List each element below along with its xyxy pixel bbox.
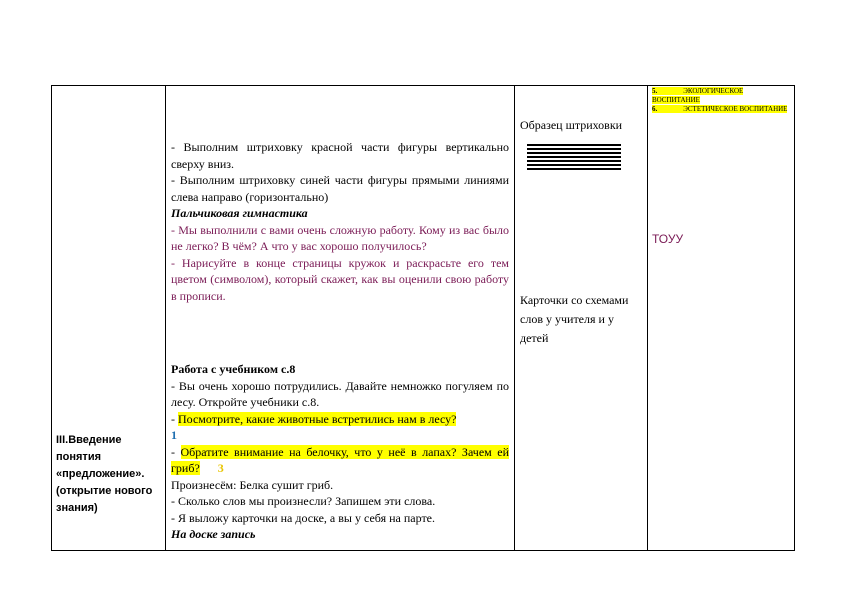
value-item: 5. ЭКОЛОГИЧЕСКОЕ ВОСПИТАНИЕ: [652, 87, 744, 104]
sentence-line: Произнесём: Белка сушит гриб.: [171, 477, 334, 492]
shading-section: [171, 139, 509, 304]
hatch-line: [527, 152, 621, 154]
hatch-line: [527, 144, 621, 146]
resources-column: [515, 86, 648, 550]
hatch-line: [527, 156, 621, 158]
hatch-line: [527, 164, 621, 166]
hatch-line: [527, 148, 621, 150]
shading-sample-image: [527, 144, 621, 172]
hatch-line: [527, 160, 621, 162]
shading-red-instruction: - Выполним штриховку красной части фигуры вертикально сверху вниз.: [171, 140, 509, 171]
value-item: 6. ЭСТЕТИЧЕСКОЕ ВОСПИТАНИЕ: [652, 105, 788, 113]
board-note: На доске запись: [171, 527, 256, 541]
activity-column: [166, 86, 515, 550]
stage-column: [52, 86, 166, 550]
shading-blue-instruction: - Выполним штриховку синей части фигуры прямыми линиями слева направо (горизонтально): [171, 173, 509, 204]
shading-sample-label: Образец штриховки: [520, 118, 623, 132]
self-assessment-instruction: - Нарисуйте в конце страницы кружок и раскрасьте его тем цветом (символом), который скажет, как вы оценили свою работу в прописи.: [171, 255, 509, 303]
textbook-heading: Работа с учебником с.8: [171, 362, 296, 376]
values-column: [648, 86, 796, 550]
question-number: 1: [171, 428, 177, 442]
lesson-table: [51, 85, 795, 551]
hatch-line: [527, 168, 621, 170]
reflection-question: - Мы выполнили с вами очень сложную работу. Кому из вас было не легко? В чём? А что у вас хорошо получилось?: [171, 222, 509, 253]
textbook-intro: - Вы очень хорошо потрудились. Давайте немножко погуляем по лесу. Откройте учебники с.8.: [171, 378, 509, 409]
cards-resource-label: Карточки со схемами слов у учителя и у детей: [520, 293, 629, 345]
education-values-list: [652, 87, 792, 114]
question-number: 3: [217, 461, 224, 475]
word-count-line: - Сколько слов мы произнесли? Запишем эти слова.: [171, 494, 436, 508]
stage-label: III.Введение понятия «предложение». (открытие нового знания): [56, 434, 153, 514]
cards-line: - Я выложу карточки на доске, а вы у себя на парте.: [171, 510, 436, 525]
question-animals: - Посмотрите, какие животные встретились нам в лесу? 1: [171, 411, 457, 442]
touu-label: ТОУУ: [652, 232, 684, 246]
question-squirrel: - Обратите внимание на белочку, что у неё в лапах? Зачем ей гриб? 3: [171, 444, 510, 475]
finger-gym-heading: Пальчиковая гимнастика: [171, 206, 308, 220]
textbook-section: [171, 361, 509, 543]
